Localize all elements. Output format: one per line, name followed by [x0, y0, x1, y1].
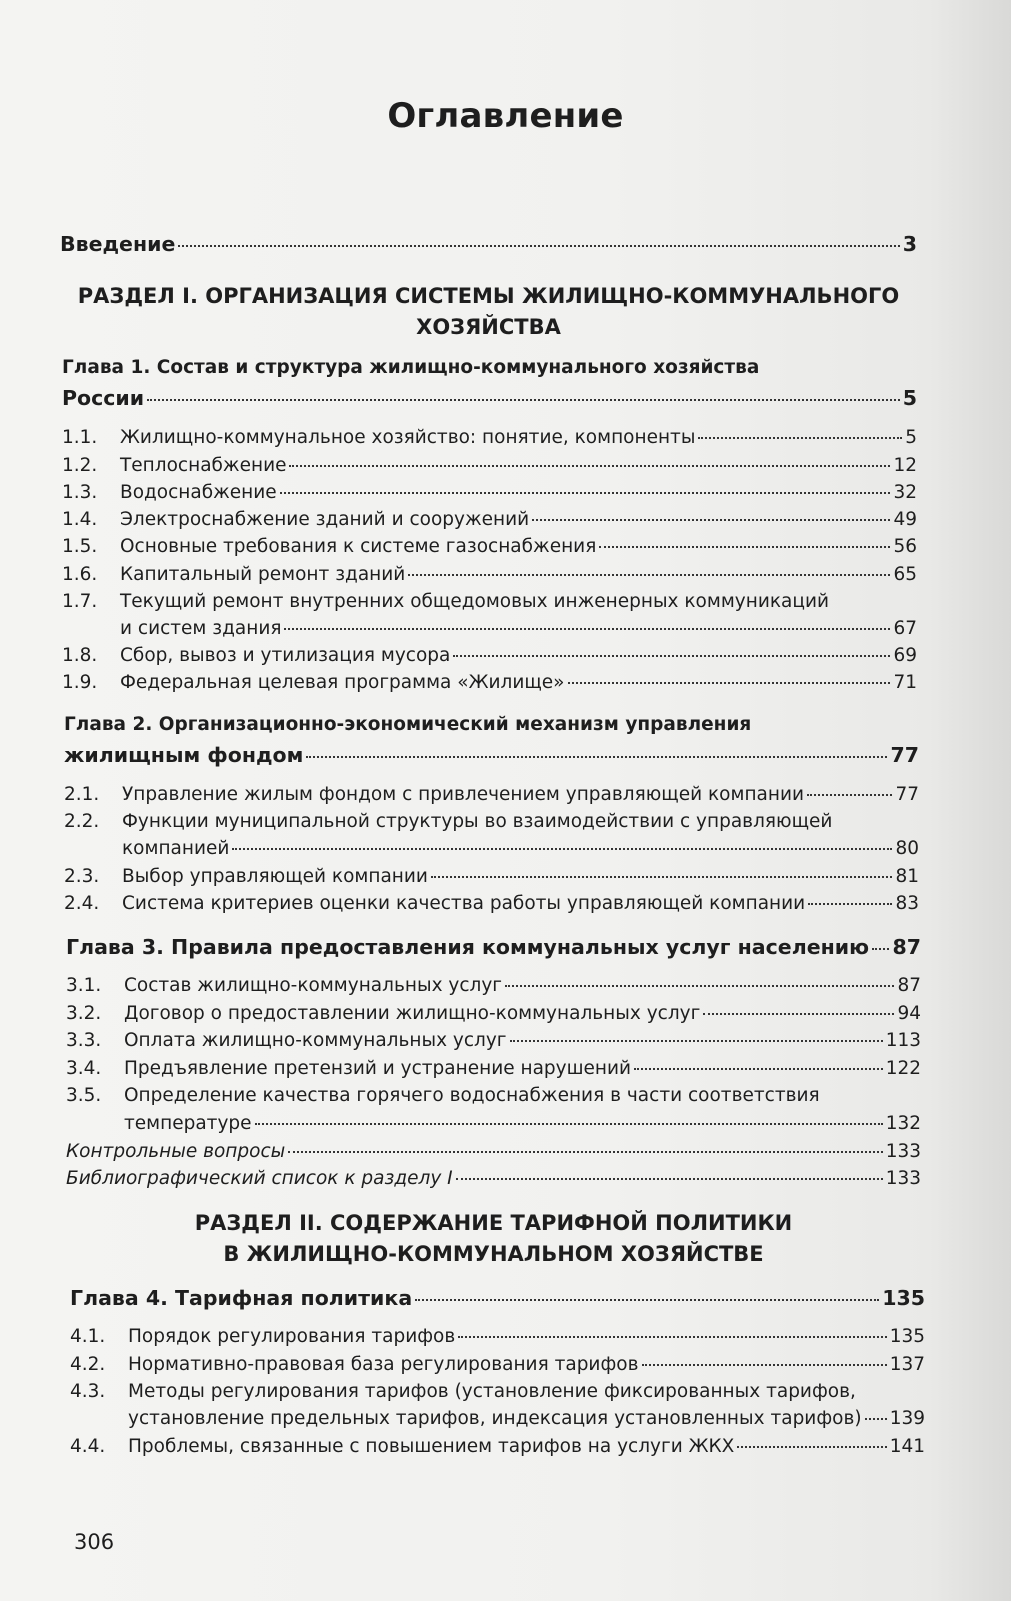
chapter-2-entry	[64, 743, 919, 767]
leader-dots	[872, 948, 889, 950]
toc-item-page: 12	[893, 455, 917, 476]
toc-item-line1	[62, 591, 829, 612]
toc-item-number: 1.5.	[62, 536, 98, 557]
leader-dots	[280, 492, 891, 494]
leader-dots	[642, 1364, 887, 1366]
toc-item-text-cont: температуре	[124, 1113, 252, 1134]
toc-item-number: 2.3.	[64, 866, 100, 887]
toc-intro-label: Введение	[60, 232, 176, 256]
leader-dots	[599, 546, 890, 548]
chapter-4-page: 135	[882, 1286, 925, 1310]
chapter-4-title: Глава 4. Тарифная политика	[70, 1286, 413, 1310]
toc-item-line2	[128, 1408, 925, 1429]
chapter-2-title-line2: жилищным фондом	[64, 743, 304, 767]
toc-item-number: 3.2.	[66, 1003, 102, 1024]
toc-item-page: 141	[889, 1436, 925, 1457]
toc-item-page: 87	[897, 975, 921, 996]
toc-item-page: 133	[885, 1168, 921, 1189]
toc-item-page: 5	[905, 427, 917, 448]
toc-item-number: 1.7.	[62, 591, 98, 612]
leader-dots	[456, 1178, 883, 1180]
toc-item	[64, 893, 919, 914]
toc-item-page: 139	[889, 1408, 925, 1429]
toc-item-text: Водоснабжение	[120, 482, 277, 503]
toc-item-page: 67	[893, 618, 917, 639]
leader-dots	[232, 848, 892, 850]
toc-item-number: 2.2.	[64, 811, 100, 832]
toc-item-number: 2.4.	[64, 893, 100, 914]
leader-dots	[865, 1418, 887, 1420]
toc-item-line2	[124, 1113, 921, 1134]
toc-item-text: Оплата жилищно-коммунальных услуг	[124, 1030, 507, 1051]
section-1-line2: ХОЗЯЙСТВА	[416, 315, 561, 339]
leader-dots	[431, 876, 893, 878]
toc-item-number: 1.4.	[62, 509, 98, 530]
section-1-heading	[60, 281, 917, 343]
toc-item-number: 4.4.	[70, 1436, 106, 1457]
leader-dots	[453, 655, 890, 657]
toc-item-page: 133	[885, 1141, 921, 1162]
chapter-3-entry	[66, 935, 921, 959]
toc-item-page: 135	[889, 1326, 925, 1347]
chapter-4-entry	[70, 1286, 925, 1310]
toc-item-page: 81	[895, 866, 919, 887]
leader-dots	[178, 245, 899, 247]
toc-item-number: 3.1.	[66, 975, 102, 996]
leader-dots	[532, 519, 890, 521]
toc-item-number: 1.8.	[62, 645, 98, 666]
toc-item-page: 32	[893, 482, 917, 503]
chapter-1-page: 5	[902, 386, 917, 410]
section-1-line1: РАЗДЕЛ I. ОРГАНИЗАЦИЯ СИСТЕМЫ ЖИЛИЩНО-КОММУНАЛЬНОГО	[77, 284, 900, 308]
leader-dots	[737, 1446, 886, 1448]
leader-dots	[288, 1151, 882, 1153]
leader-dots	[415, 1299, 879, 1301]
toc-item-page: 69	[893, 645, 917, 666]
toc-item-page: 65	[893, 564, 917, 585]
leader-dots	[703, 1013, 894, 1015]
toc-item-text-cont: компанией	[122, 838, 230, 859]
toc-item	[70, 1354, 925, 1375]
toc-item-number: 1.9.	[62, 672, 98, 693]
toc-item-text: Капитальный ремонт зданий	[120, 564, 406, 585]
toc-item-number: 3.3.	[66, 1030, 102, 1051]
toc-item-text: Жилищно-коммунальное хозяйство: понятие, компоненты	[120, 427, 696, 448]
toc-item-line2	[120, 618, 917, 639]
toc-item-line2	[122, 838, 919, 859]
leader-dots	[458, 1336, 886, 1338]
leader-dots	[807, 794, 892, 796]
section-2-line2: В ЖИЛИЩНО-КОММУНАЛЬНОМ ХОЗЯЙСТВЕ	[223, 1242, 764, 1266]
toc-item-page: 132	[885, 1113, 921, 1134]
toc-item-text: Определение качества горячего водоснабжения в части соответствия	[124, 1085, 820, 1106]
toc-item-text: Теплоснабжение	[120, 455, 287, 476]
toc-item-text: Нормативно-правовая база регулирования тарифов	[128, 1354, 639, 1375]
section-2-heading	[66, 1208, 921, 1270]
toc-item-page: 49	[893, 509, 917, 530]
toc-item	[62, 672, 917, 693]
toc-item	[62, 455, 917, 476]
toc-item-text: Федеральная целевая программа «Жилище»	[120, 672, 565, 693]
toc-item	[70, 1436, 925, 1457]
toc-item-number: 4.3.	[70, 1381, 106, 1402]
toc-intro	[60, 232, 917, 256]
leader-dots	[306, 756, 887, 758]
toc-item-text: Договор о предоставлении жилищно-коммунальных услуг	[124, 1003, 701, 1024]
leader-dots	[147, 399, 900, 401]
toc-item	[62, 482, 917, 503]
toc-item-text: Выбор управляющей компании	[122, 866, 428, 887]
toc-item-text: Предъявление претензий и устранение нарушений	[124, 1058, 632, 1079]
leader-dots	[634, 1068, 883, 1070]
toc-item	[62, 645, 917, 666]
toc-item-text: Проблемы, связанные с повышением тарифов на услуги ЖКХ	[128, 1436, 735, 1457]
toc-item-text: Функции муниципальной структуры во взаимодействии с управляющей	[122, 811, 833, 832]
toc-item-text: Библиографический список к разделу I	[66, 1168, 453, 1189]
toc-item	[70, 1326, 925, 1347]
toc-item-text: Система критериев оценки качества работы управляющей компании	[122, 893, 806, 914]
toc-intro-page: 3	[902, 232, 917, 256]
toc-item-page: 94	[897, 1003, 921, 1024]
toc-item	[66, 1003, 921, 1024]
leader-dots	[698, 437, 902, 439]
chapter-1-title-line2: России	[62, 386, 145, 410]
toc-item-page: 56	[893, 536, 917, 557]
toc-item-text: Электроснабжение зданий и сооружений	[120, 509, 530, 530]
toc-item-number: 4.2.	[70, 1354, 106, 1375]
leader-dots	[289, 465, 890, 467]
leader-dots	[808, 903, 892, 905]
toc-item-page: 122	[885, 1058, 921, 1079]
toc-item-page: 80	[895, 838, 919, 859]
toc-item-page: 77	[895, 784, 919, 805]
leader-dots	[505, 985, 894, 987]
toc-item-number: 2.1.	[64, 784, 100, 805]
toc-item-text: Основные требования к системе газоснабжения	[120, 536, 597, 557]
toc-item	[66, 1030, 921, 1051]
toc-item-text-cont: и систем здания	[120, 618, 282, 639]
chapter-1-entry	[62, 386, 917, 410]
leader-dots	[510, 1040, 883, 1042]
toc-item-number: 1.3.	[62, 482, 98, 503]
toc-item	[64, 866, 919, 887]
chapter-3-title: Глава 3. Правила предоставления коммунальных услуг населению	[66, 935, 870, 959]
toc-item-number: 3.5.	[66, 1085, 102, 1106]
toc-item-page: 113	[885, 1030, 921, 1051]
toc-item-line1	[70, 1381, 856, 1402]
chapter-1-title-line1: Глава 1. Состав и структура жилищно-коммунального хозяйства	[62, 357, 760, 378]
toc-item	[66, 975, 921, 996]
toc-item-line1	[64, 811, 832, 832]
toc-item	[62, 564, 917, 585]
chapter-2-page: 77	[890, 743, 919, 767]
chapter-3-page: 87	[892, 935, 921, 959]
toc-item-line1	[66, 1085, 820, 1106]
toc-item-text: Сбор, вывоз и утилизация мусора	[120, 645, 451, 666]
toc-item	[64, 784, 919, 805]
leader-dots	[284, 628, 890, 630]
toc-item-number: 1.2.	[62, 455, 98, 476]
toc-item-text: Текущий ремонт внутренних общедомовых инженерных коммуникаций	[120, 591, 829, 612]
toc-item-text-cont: установление предельных тарифов, индексация установленных тарифов)	[128, 1408, 862, 1429]
toc-item	[66, 1058, 921, 1079]
toc-item-number: 1.1.	[62, 427, 98, 448]
toc-item-text: Состав жилищно-коммунальных услуг	[124, 975, 503, 996]
leader-dots	[255, 1123, 883, 1125]
toc-item-number: 4.1.	[70, 1326, 106, 1347]
toc-item-text: Управление жилым фондом с привлечением управляющей компании	[122, 784, 805, 805]
toc-item	[62, 427, 917, 448]
toc-item	[62, 509, 917, 530]
toc-item-text: Методы регулирования тарифов (установление фиксированных тарифов,	[128, 1381, 856, 1402]
toc-item	[62, 536, 917, 557]
toc-item-page: 137	[889, 1354, 925, 1375]
toc-bibliography	[66, 1168, 921, 1189]
leader-dots	[408, 574, 890, 576]
toc-item-text: Контрольные вопросы	[66, 1141, 286, 1162]
chapter-2-title-line1: Глава 2. Организационно-экономический механизм управления	[64, 714, 752, 735]
toc-item-number: 1.6.	[62, 564, 98, 585]
page-title: Оглавление	[387, 96, 624, 136]
toc-item-page: 83	[895, 893, 919, 914]
toc-item-text: Порядок регулирования тарифов	[128, 1326, 456, 1347]
page-number: 306	[74, 1530, 115, 1554]
toc-control-questions	[66, 1141, 921, 1162]
leader-dots	[568, 682, 891, 684]
toc-item-page: 71	[893, 672, 917, 693]
toc-item-number: 3.4.	[66, 1058, 102, 1079]
section-2-line1: РАЗДЕЛ II. СОДЕРЖАНИЕ ТАРИФНОЙ ПОЛИТИКИ	[194, 1211, 793, 1235]
